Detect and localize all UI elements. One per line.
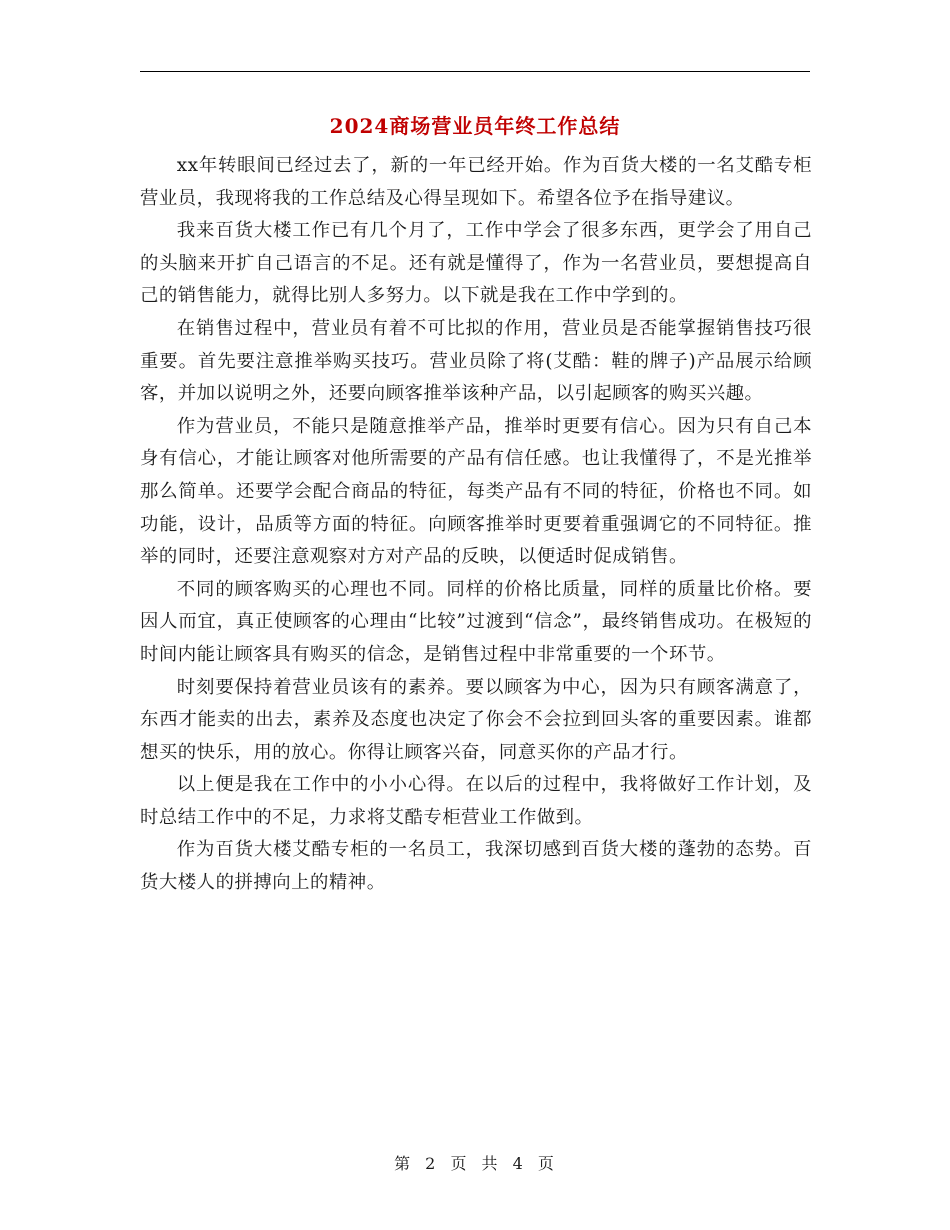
paragraph: 我来百货大楼工作已有几个月了，工作中学会了很多东西，更学会了用自己的头脑来开扩自己语言的不足。还有就是懂得了，作为一名营业员，要想提高自己的销售能力，就得比别人多努力。以下就是我在工作中学到的。 bbox=[140, 220, 812, 307]
header-rule bbox=[140, 71, 810, 72]
paragraph: 以上便是我在工作中的小小心得。在以后的过程中，我将做好工作计划，及时总结工作中的不足，力求将艾酷专柜营业工作做到。 bbox=[140, 774, 812, 828]
document-title: 2024商场营业员年终工作总结 bbox=[329, 114, 621, 138]
document-body bbox=[140, 150, 812, 900]
paragraph: 时刻要保持着营业员该有的素养。要以顾客为中心，因为只有顾客满意了，东西才能卖的出去，素养及态度也决定了你会不会拉到回头客的重要因素。谁都想买的快乐，用的放心。你得让顾客兴奋，同意买你的产品才行。 bbox=[140, 676, 812, 763]
page-number-footer: 第 2 页 共 4 页 bbox=[394, 1154, 556, 1173]
paragraph: xx年转眼间已经过去了，新的一年已经开始。作为百货大楼的一名艾酷专柜营业员，我现将我的工作总结及心得呈现如下。希望各位予在指导建议。 bbox=[140, 155, 812, 209]
paragraph: 作为百货大楼艾酷专柜的一名员工，我深切感到百货大楼的蓬勃的态势。百货大楼人的拼搏向上的精神。 bbox=[140, 839, 812, 894]
paragraph: 作为营业员，不能只是随意推举产品，推举时更要有信心。因为只有自己本身有信心，才能让顾客对他所需要的产品有信任感。也让我懂得了，不是光推举那么简单。还要学会配合商品的特征，每类产品有不同的特征，价格也不同。如功能，设计，品质等方面的特征。向顾客推举时更要着重强调它的不同特征。推举的同时，还要注意观察对方对产品的反映，以便适时促成销售。 bbox=[140, 415, 812, 568]
paragraph: 在销售过程中，营业员有着不可比拟的作用，营业员是否能掌握销售技巧很重要。首先要注意推举购买技巧。营业员除了将(艾酷：鞋的牌子)产品展示给顾客，并加以说明之外，还要向顾客推举该种产品，以引起顾客的购买兴趣。 bbox=[140, 317, 812, 405]
paragraph: 不同的顾客购买的心理也不同。同样的价格比质量，同样的质量比价格。要因人而宜，真正使顾客的心理由“比较”过渡到“信念”，最终销售成功。在极短的时间内能让顾客具有购买的信念，是销售过程中非常重要的一个环节。 bbox=[140, 578, 812, 665]
